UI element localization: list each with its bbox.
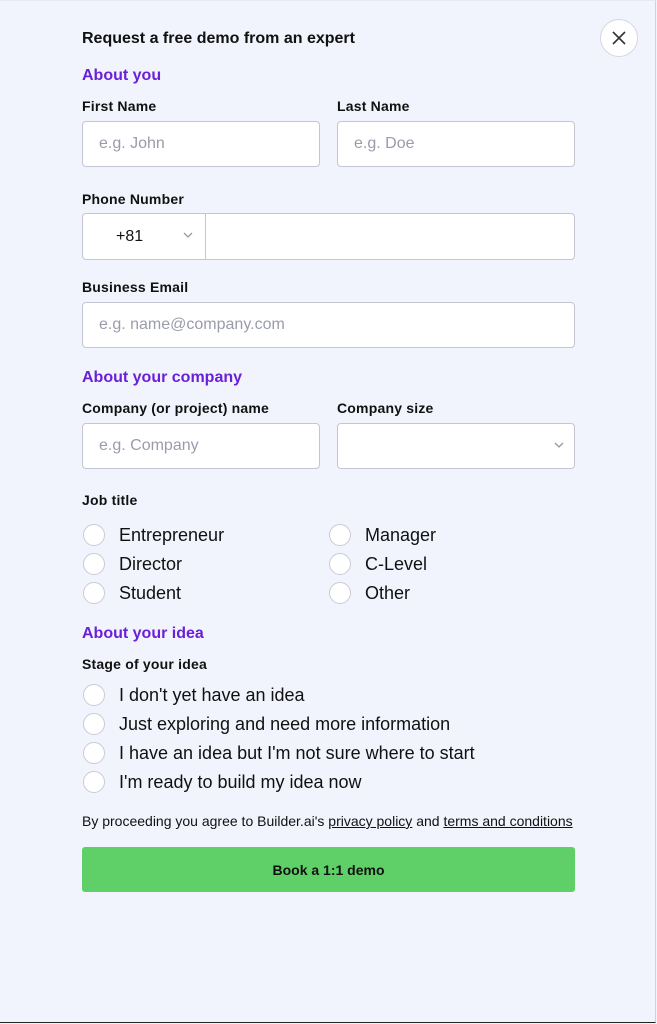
first-name-label: First Name bbox=[82, 98, 157, 114]
book-demo-button[interactable]: Book a 1:1 demo bbox=[82, 847, 575, 892]
close-icon bbox=[612, 31, 626, 45]
job-title-option-student[interactable]: Student bbox=[83, 582, 181, 604]
last-name-label: Last Name bbox=[337, 98, 410, 114]
last-name-input[interactable] bbox=[337, 121, 575, 167]
section-heading-about-company: About your company bbox=[82, 369, 243, 386]
phone-label: Phone Number bbox=[82, 191, 184, 207]
radio-button[interactable] bbox=[329, 524, 351, 546]
idea-stage-option-ready[interactable]: I'm ready to build my idea now bbox=[83, 771, 362, 793]
radio-button[interactable] bbox=[83, 524, 105, 546]
job-title-option-other[interactable]: Other bbox=[329, 582, 410, 604]
phone-field bbox=[82, 213, 575, 260]
radio-button[interactable] bbox=[83, 771, 105, 793]
section-heading-about-you: About you bbox=[82, 67, 162, 84]
country-code-select[interactable] bbox=[83, 214, 206, 259]
idea-stage-option-have-idea[interactable]: I have an idea but I'm not sure where to start bbox=[83, 742, 475, 764]
form-title: Request a free demo from an expert bbox=[82, 30, 355, 47]
idea-stage-option-no-idea[interactable]: I don't yet have an idea bbox=[83, 684, 305, 706]
section-heading-about-idea: About your idea bbox=[82, 625, 204, 642]
company-name-input[interactable] bbox=[82, 423, 320, 469]
company-size-label: Company size bbox=[337, 400, 434, 416]
consent-text: By proceeding you agree to Builder.ai's privacy policy and terms and conditions bbox=[82, 813, 573, 829]
job-title-label: Job title bbox=[82, 492, 138, 508]
idea-stage-option-exploring[interactable]: Just exploring and need more information bbox=[83, 713, 450, 735]
terms-link[interactable]: terms and conditions bbox=[443, 813, 573, 829]
chevron-down-icon bbox=[183, 232, 193, 239]
country-code-value: +81 bbox=[116, 228, 144, 245]
job-title-option-c-level[interactable]: C-Level bbox=[329, 553, 427, 575]
close-button[interactable] bbox=[600, 19, 638, 57]
radio-button[interactable] bbox=[329, 553, 351, 575]
email-input[interactable] bbox=[82, 302, 575, 348]
company-size-select[interactable] bbox=[337, 423, 575, 469]
radio-button[interactable] bbox=[83, 713, 105, 735]
idea-stage-label: Stage of your idea bbox=[82, 656, 207, 672]
first-name-input[interactable] bbox=[82, 121, 320, 167]
radio-button[interactable] bbox=[83, 742, 105, 764]
job-title-option-manager[interactable]: Manager bbox=[329, 524, 436, 546]
radio-button[interactable] bbox=[83, 582, 105, 604]
company-name-label: Company (or project) name bbox=[82, 400, 270, 416]
phone-input[interactable] bbox=[206, 214, 574, 259]
job-title-option-entrepreneur[interactable]: Entrepreneur bbox=[83, 524, 224, 546]
radio-button[interactable] bbox=[83, 684, 105, 706]
privacy-policy-link[interactable]: privacy policy bbox=[328, 813, 413, 829]
job-title-option-director[interactable]: Director bbox=[83, 553, 182, 575]
radio-button[interactable] bbox=[329, 582, 351, 604]
radio-button[interactable] bbox=[83, 553, 105, 575]
chevron-down-icon bbox=[554, 442, 564, 449]
email-label: Business Email bbox=[82, 279, 189, 295]
